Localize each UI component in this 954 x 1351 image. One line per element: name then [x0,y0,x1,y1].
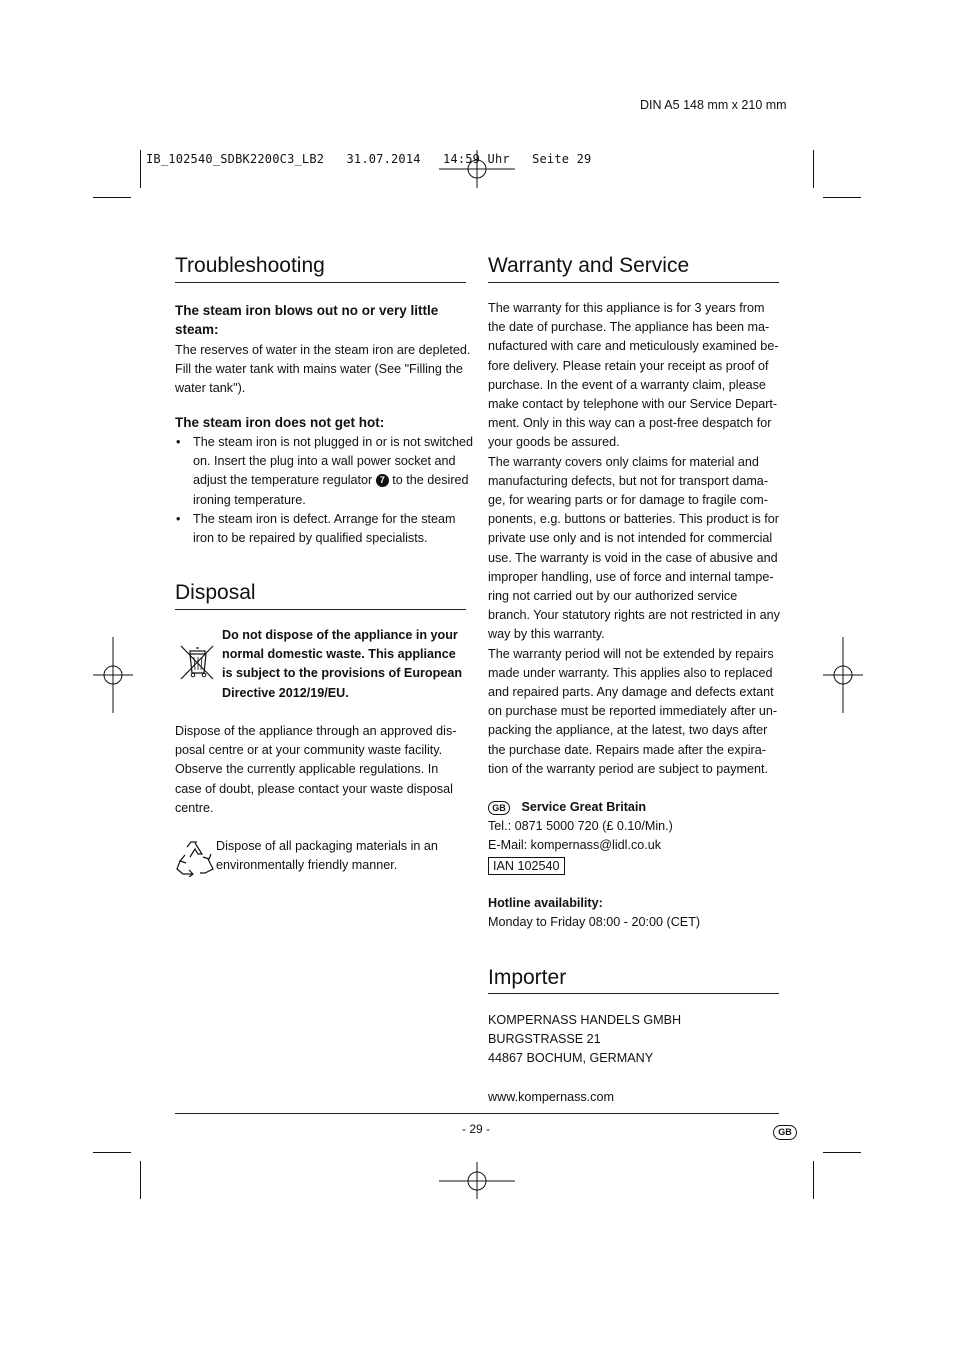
recycling-icon [175,839,215,877]
text-line: way by this warranty. [488,627,605,642]
text-line: private use only and is not intended for commercial [488,531,773,546]
registration-mark-left [92,636,134,714]
service-title-line [488,798,673,817]
text-line: The warranty period will not be extended by repairs [488,646,774,661]
text-line: is subject to the provisions of European [222,666,463,681]
disposal-rule [175,609,466,610]
bullet-item-defect [176,510,456,548]
hotline-hours: Monday to Friday 08:00 - 20:00 (CET) [488,915,701,930]
text-line: The steam iron is defect. Arrange for the steam [193,512,456,526]
text-line: ring not carried out by our authorized service [488,589,738,604]
disposal-heading: Disposal [175,581,256,604]
ian-number-box: IAN 102540 [488,857,565,875]
text-line: BURGSTRASSE 21 [488,1032,601,1047]
text-line: make contact by telephone with our Service Depart- [488,397,778,412]
footer-rule [175,1113,779,1114]
text-line: branch. Your statutory rights are not restricted in any [488,608,780,623]
text-line: posal centre or at your community waste facility. [175,743,443,758]
text-line: The steam iron blows out no or very little [175,303,439,318]
hotline-title: Hotline availability: [488,896,603,910]
text-line: environmentally friendly manner. [216,858,398,873]
text-fragment: to the desired [392,473,469,488]
text-line: purchase. In the event of a warranty claim, please [488,377,766,392]
service-contact [488,798,673,876]
bullet-icon: • [176,435,181,449]
text-line [193,471,473,490]
text-line: packing the appliance, at the latest, two days after [488,723,768,738]
bullet-item-not-plugged [176,433,474,510]
text-line: Dispose of all packaging materials in an [216,839,438,853]
text-line: the date of purchase. The appliance has been ma- [488,320,770,335]
service-phone: Tel.: 0871 5000 720 (£ 0.10/Min.) [488,819,673,834]
registration-mark-right [822,636,864,714]
registration-mark-top [437,148,517,190]
text-line: on. Insert the plug into a wall power socket and [193,454,456,469]
text-line: ment. Only in this way can a post-free despatch for [488,416,772,431]
din-format-label: DIN A5 148 mm x 210 mm [640,98,787,112]
troubleshooting-rule [175,282,466,283]
warranty-heading: Warranty and Service [488,254,690,277]
text-line: improper handling, use of force and internal tampe- [488,569,774,584]
text-line: case of doubt, please contact your waste disposal [175,781,453,796]
text-fragment: adjust the temperature regulator [193,473,373,488]
disposal-notice [222,626,462,703]
importer-address [488,1011,681,1069]
crossed-out-bin-icon [177,642,217,682]
text-line: iron to be repaired by qualified specialists. [193,531,428,546]
text-line: Dispose of the appliance through an approved dis- [175,724,457,738]
text-line: Observe the currently applicable regulations. In [175,762,439,777]
footer-gb-badge [773,1122,797,1140]
page-number: - 29 - [462,1122,491,1136]
packaging-disposal-note [216,837,438,875]
text-line: The warranty covers only claims for material and [488,454,759,469]
importer-rule [488,993,779,994]
text-line: fore delivery. Please retain your receipt as proof of [488,358,769,373]
importer-website[interactable]: www.kompernass.com [488,1090,614,1104]
troubleshooting-question-1 [175,301,438,339]
gb-country-badge: GB [773,1125,797,1140]
service-title: Service Great Britain [521,800,647,814]
importer-heading: Importer [488,966,567,989]
bullet-icon: • [176,512,181,526]
text-line: made under warranty. This applies also to replaced [488,665,773,680]
text-line: Fill the water tank with mains water (See "Filling the [175,362,463,377]
troubleshooting-answer-1 [175,341,470,399]
text-line: centre. [175,800,214,815]
disposal-body [175,722,456,818]
troubleshooting-heading: Troubleshooting [175,254,325,277]
text-line: tion of the warranty period are subject to payment. [488,761,769,776]
text-line: The warranty for this appliance is for 3 years from [488,301,765,315]
text-line: KOMPERNASS HANDELS GMBH [488,1013,682,1027]
text-line: water tank"). [175,381,246,396]
text-line: nufactured with care and meticulously examined be- [488,339,779,354]
text-line: ironing temperature. [193,492,306,507]
gb-country-badge: GB [488,801,510,815]
troubleshooting-question-2: The steam iron does not get hot: [175,415,385,430]
text-line: 44867 BOCHUM, GERMANY [488,1051,654,1066]
text-line: The steam iron is not plugged in or is not switched [193,435,474,449]
text-line: use. The warranty is void in the case of abusive and [488,550,778,565]
text-line: The reserves of water in the steam iron are depleted. [175,343,471,357]
warranty-body [488,299,780,779]
file-header: IB_102540_SDBK2200C3_LB2 31.07.2014 14:59 Uhr Seite 29 [146,152,592,166]
registration-mark-bottom [437,1161,517,1201]
text-line: Do not dispose of the appliance in your [222,628,458,642]
text-line: manufacturing defects, but not for transport dama- [488,473,769,488]
text-line: ge, for wearing parts or for damage to fragile com- [488,493,768,508]
text-line: normal domestic waste. This appliance [222,647,456,662]
text-line: Directive 2012/19/EU. [222,685,349,700]
hotline-block [488,894,700,932]
warranty-rule [488,282,779,283]
text-line: and repaired parts. Any damage and defects extant [488,685,774,700]
part-number-7-icon: 7 [376,474,389,487]
service-email[interactable]: E-Mail: kompernass@lidl.co.uk [488,838,662,853]
text-line: your goods be assured. [488,435,620,450]
text-line: steam: [175,322,219,337]
text-line: the purchase date. Repairs made after the expira- [488,742,766,757]
text-line: on purchase must be reported immediately after un- [488,704,778,719]
text-line: ponents, e.g. buttons or batteries. This product is for [488,512,779,527]
